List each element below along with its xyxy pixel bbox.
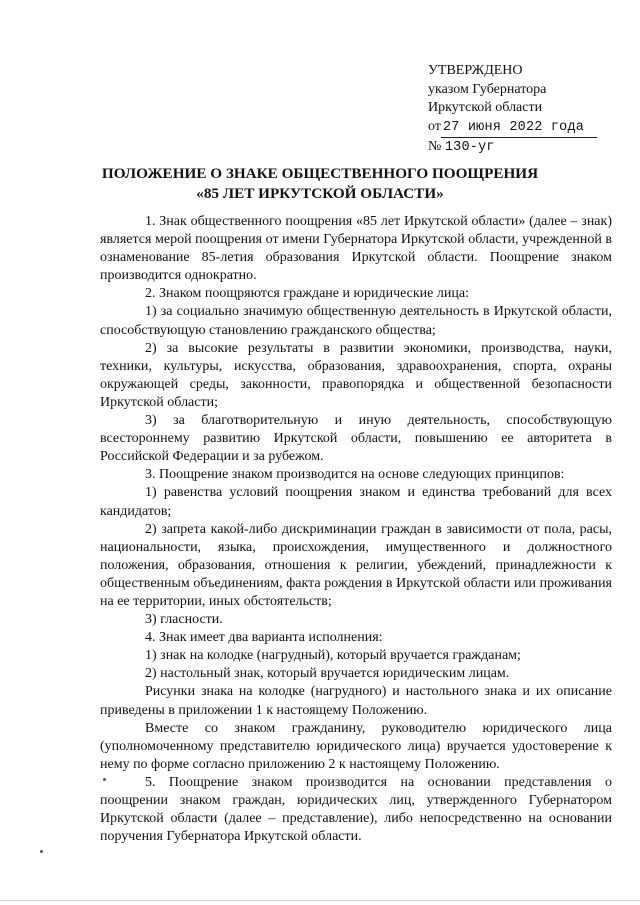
paragraph: 1. Знак общественного поощрения «85 лет Иркутской области» (далее – знак) является мерой поощрения от имени Губернатора Иркутской области, учрежденной в ознаменование 85-летия образования Иркутской области. Поощрение знаком производится однократно. <box>100 214 612 284</box>
approval-region: Иркутской области <box>428 100 543 115</box>
paragraph: 1) за социально значимую общественную деятельность в Иркутской области, способствующую становлению гражданского общества; <box>100 304 612 338</box>
paragraph: 3) за благотворительную и иную деятельность, способствующую всестороннему развитию Иркутской области, повышению ее авторитета в Российской Федерации и за рубежом. <box>100 413 612 465</box>
title-line-2: «85 ЛЕТ ИРКУТСКОЙ ОБЛАСТИ» <box>196 185 444 202</box>
page-bottom-edge <box>0 900 640 901</box>
approval-heading: УТВЕРЖДЕНО <box>428 63 523 78</box>
scan-speck <box>40 850 43 853</box>
approval-number-line <box>428 138 618 158</box>
paragraph: 2. Знаком поощряются граждане и юридические лица: <box>145 286 469 302</box>
approval-date-prefix: от <box>428 118 441 134</box>
paragraph: 2) настольный знак, который вручается юридическим лицам. <box>145 666 510 682</box>
approval-stamp <box>428 62 618 158</box>
approval-authority: указом Губернатора <box>428 81 547 97</box>
document-body <box>100 213 612 846</box>
approval-number-prefix: № <box>428 139 442 154</box>
paragraph: Рисунки знака на колодке (нагрудного) и настольного знака и их описание приведены в приложении 1 к настоящему Положению. <box>100 684 612 718</box>
scan-speck <box>103 778 106 781</box>
approval-date: 27 июня 2022 года <box>441 119 597 139</box>
paragraph: 3. Поощрение знаком производится на основе следующих принципов: <box>145 467 565 483</box>
paragraph: 4. Знак имеет два варианта исполнения: <box>145 630 383 646</box>
approval-number: 130-уг <box>444 140 495 155</box>
paragraph: 1) равенства условий поощрения знаком и единства требований для всех кандидатов; <box>100 485 612 519</box>
paragraph: 3) гласности. <box>145 612 223 628</box>
title-line-1: ПОЛОЖЕНИЕ О ЗНАКЕ ОБЩЕСТВЕННОГО ПООЩРЕНИЯ <box>101 165 539 182</box>
paragraph: Вместе со знаком гражданину, руководителю юридического лица (уполномоченному представителю юридического лица) вручается удостоверение к нему по форме согласно приложению 2 к настоящему Положению. <box>100 720 612 772</box>
approval-date-line <box>428 118 618 139</box>
paragraph: 5. Поощрение знаком производится на основании представления о поощрении знаком граждан, юридических лиц, утвержденного Губернатором Иркутской области (далее – представление), либо непосредственно на основании поручения Губернатора Иркутской области. <box>100 774 612 845</box>
paragraph: 2) запрета какой-либо дискриминации граждан в зависимости от пола, расы, национальности, языка, происхождения, имущественного и должностного положения, образования, отношения к религии, убеждений, принадлежности к общественным объединениям, факта рождения в Иркутской области или проживания на ее территории, иных обстоятельств; <box>100 521 612 609</box>
paragraph: 1) знак на колодке (нагрудный), который вручается гражданам; <box>145 648 521 664</box>
document-title <box>40 164 600 204</box>
paragraph: 2) за высокие результаты в развитии экономики, производства, науки, техники, культуры, искусства, образования, здравоохранения, спорта, охраны окружающей среды, законности, правопорядка и общественной безопасности Иркутской области; <box>100 340 612 410</box>
